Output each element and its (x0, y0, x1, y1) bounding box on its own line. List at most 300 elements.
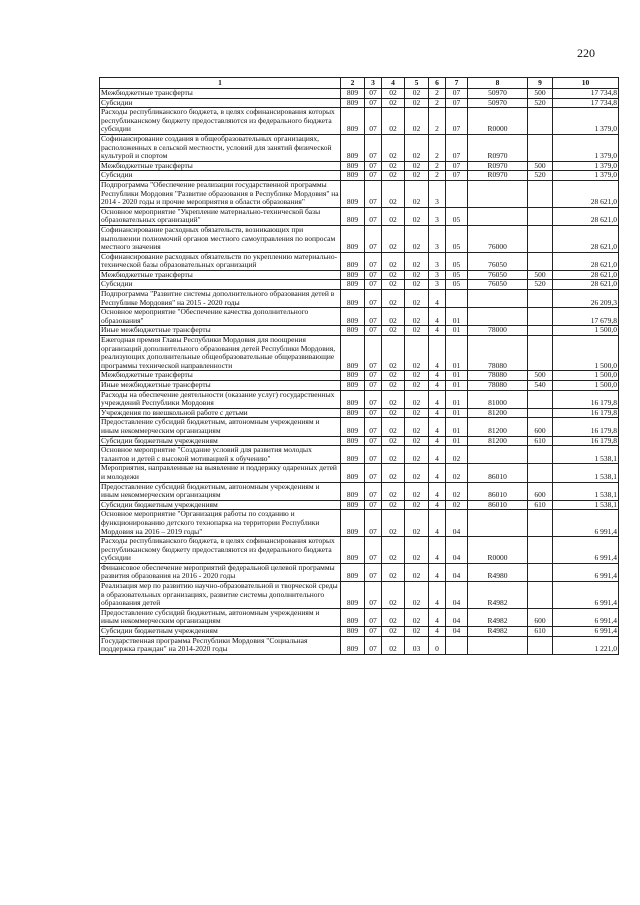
row-vr-cell (528, 537, 553, 564)
row-rz-cell: 07 (365, 207, 382, 225)
row-subprog-cell: 4 (429, 290, 446, 308)
row-subprog-cell: 4 (429, 418, 446, 436)
row-direction-cell: 86010 (468, 500, 528, 510)
row-pr-cell: 02 (382, 563, 405, 581)
table-row (100, 381, 619, 391)
row-vr-cell (528, 563, 553, 581)
row-name-cell: Межбюджетные трансферты (100, 161, 341, 171)
row-subprog-cell: 0 (429, 636, 446, 654)
row-event-cell: 01 (446, 408, 468, 418)
row-name-cell: Расходы на обеспечение деятельности (оказание услуг) государственных учреждений Республики Мордовия (100, 390, 341, 408)
row-rz-cell: 07 (365, 171, 382, 181)
row-prog-cell: 02 (405, 390, 429, 408)
table-row (100, 270, 619, 280)
table-row (100, 252, 619, 270)
row-pr-cell: 02 (382, 608, 405, 626)
row-direction-cell: 78080 (468, 381, 528, 391)
row-direction-cell: R0970 (468, 134, 528, 161)
row-prog-cell: 02 (405, 108, 429, 135)
row-sum-cell: 16 179,8 (553, 418, 619, 436)
row-vr-cell (528, 464, 553, 482)
row-gr-cell: 809 (341, 171, 365, 181)
row-gr-cell: 809 (341, 608, 365, 626)
row-rz-cell: 07 (365, 108, 382, 135)
row-direction-cell: 50970 (468, 89, 528, 99)
row-sum-cell: 1 379,0 (553, 161, 619, 171)
row-sum-cell: 28 621,0 (553, 207, 619, 225)
row-prog-cell: 02 (405, 510, 429, 537)
row-event-cell: 04 (446, 510, 468, 537)
row-direction-cell: 78000 (468, 326, 528, 336)
row-direction-cell: 76050 (468, 252, 528, 270)
table-row (100, 89, 619, 99)
row-event-cell: 01 (446, 336, 468, 371)
row-subprog-cell: 3 (429, 225, 446, 252)
row-name-cell: Субсидии (100, 98, 341, 108)
budget-table (99, 77, 619, 655)
row-vr-cell: 520 (528, 280, 553, 290)
row-subprog-cell: 3 (429, 270, 446, 280)
row-pr-cell: 02 (382, 627, 405, 637)
table-row (100, 390, 619, 408)
row-direction-cell: 86010 (468, 482, 528, 500)
row-direction-cell (468, 308, 528, 326)
row-gr-cell: 809 (341, 89, 365, 99)
row-sum-cell: 6 991,4 (553, 627, 619, 637)
row-rz-cell: 07 (365, 134, 382, 161)
row-subprog-cell: 3 (429, 280, 446, 290)
row-sum-cell: 28 621,0 (553, 252, 619, 270)
row-rz-cell: 07 (365, 436, 382, 446)
row-pr-cell: 02 (382, 636, 405, 654)
row-event-cell: 04 (446, 537, 468, 564)
row-subprog-cell: 4 (429, 482, 446, 500)
row-rz-cell: 07 (365, 537, 382, 564)
row-vr-cell: 500 (528, 371, 553, 381)
row-prog-cell: 02 (405, 326, 429, 336)
row-name-cell: Предоставление субсидий бюджетным, автономным учреждениям и иным некоммерческим организациям (100, 482, 341, 500)
row-subprog-cell: 4 (429, 627, 446, 637)
row-subprog-cell: 4 (429, 408, 446, 418)
row-direction-cell: 76050 (468, 270, 528, 280)
row-name-cell: Учреждения по внешкольной работе с детьми (100, 408, 341, 418)
row-prog-cell: 02 (405, 563, 429, 581)
row-subprog-cell: 3 (429, 180, 446, 207)
row-pr-cell: 02 (382, 171, 405, 181)
row-subprog-cell: 4 (429, 563, 446, 581)
row-direction-cell: R0000 (468, 108, 528, 135)
row-subprog-cell: 4 (429, 390, 446, 408)
row-subprog-cell: 3 (429, 252, 446, 270)
row-name-cell: Субсидии бюджетным учреждениям (100, 436, 341, 446)
table-row (100, 582, 619, 609)
row-pr-cell: 02 (382, 336, 405, 371)
row-gr-cell: 809 (341, 290, 365, 308)
row-event-cell: 05 (446, 225, 468, 252)
row-pr-cell: 02 (382, 225, 405, 252)
row-pr-cell: 02 (382, 436, 405, 446)
row-pr-cell: 02 (382, 390, 405, 408)
row-vr-cell (528, 446, 553, 464)
row-gr-cell: 809 (341, 98, 365, 108)
table-row (100, 161, 619, 171)
row-rz-cell: 07 (365, 482, 382, 500)
table-row (100, 418, 619, 436)
row-rz-cell: 07 (365, 98, 382, 108)
row-vr-cell (528, 108, 553, 135)
row-gr-cell: 809 (341, 134, 365, 161)
row-rz-cell: 07 (365, 161, 382, 171)
page-number: 220 (577, 46, 595, 60)
row-vr-cell: 600 (528, 608, 553, 626)
row-subprog-cell: 4 (429, 464, 446, 482)
row-event-cell: 07 (446, 134, 468, 161)
row-direction-cell: R4982 (468, 608, 528, 626)
row-gr-cell: 809 (341, 500, 365, 510)
row-prog-cell: 02 (405, 134, 429, 161)
row-direction-cell: 81000 (468, 390, 528, 408)
row-name-cell: Расходы республиканского бюджета, в целях софинансирования которых республиканскому бюджету предоставляются из федерального бюджета субсидии (100, 537, 341, 564)
row-gr-cell: 809 (341, 563, 365, 581)
row-event-cell: 01 (446, 418, 468, 436)
row-sum-cell: 1 538,1 (553, 500, 619, 510)
row-prog-cell: 02 (405, 582, 429, 609)
row-pr-cell: 02 (382, 381, 405, 391)
row-name-cell: Софинансирование создания в общеобразовательных организациях, расположенных в сельской местности, условий для занятий физической культурой и спортом (100, 134, 341, 161)
row-name-cell: Реализация мер по развитию научно-образовательной и творческой среды в образовательных организациях, развитие системы дополнительного образования детей (100, 582, 341, 609)
row-event-cell (446, 636, 468, 654)
row-direction-cell: 76000 (468, 225, 528, 252)
row-event-cell: 02 (446, 464, 468, 482)
table-row (100, 290, 619, 308)
row-vr-cell: 520 (528, 98, 553, 108)
header-row (100, 78, 619, 89)
row-gr-cell: 809 (341, 464, 365, 482)
row-rz-cell: 07 (365, 180, 382, 207)
row-direction-cell: R4982 (468, 627, 528, 637)
row-gr-cell: 809 (341, 308, 365, 326)
row-name-cell: Расходы республиканского бюджета, в целях софинансирования которых республиканскому бюджету предоставляются из федерального бюджета субсидии (100, 108, 341, 135)
row-event-cell: 07 (446, 98, 468, 108)
table-row (100, 225, 619, 252)
row-vr-cell: 600 (528, 482, 553, 500)
row-rz-cell: 07 (365, 500, 382, 510)
row-event-cell: 02 (446, 482, 468, 500)
row-vr-cell (528, 390, 553, 408)
row-rz-cell: 07 (365, 582, 382, 609)
row-name-cell: Софинансирование расходных обязательств по укреплению материально-технической базы образовательных организаций (100, 252, 341, 270)
row-gr-cell: 809 (341, 207, 365, 225)
table-row (100, 408, 619, 418)
row-sum-cell: 1 379,0 (553, 134, 619, 161)
row-name-cell: Субсидии бюджетным учреждениям (100, 500, 341, 510)
row-sum-cell: 28 621,0 (553, 280, 619, 290)
row-pr-cell: 02 (382, 280, 405, 290)
row-name-cell: Субсидии (100, 171, 341, 181)
row-sum-cell: 1 538,1 (553, 482, 619, 500)
row-direction-cell: 86010 (468, 464, 528, 482)
col-header: 4 (382, 78, 405, 89)
row-subprog-cell: 4 (429, 500, 446, 510)
row-vr-cell (528, 582, 553, 609)
table-row (100, 608, 619, 626)
row-event-cell: 07 (446, 171, 468, 181)
row-direction-cell (468, 207, 528, 225)
row-name-cell: Предоставление субсидий бюджетным, автономным учреждениям и иным некоммерческим организациям (100, 418, 341, 436)
row-direction-cell (468, 636, 528, 654)
row-event-cell: 04 (446, 627, 468, 637)
row-pr-cell: 02 (382, 464, 405, 482)
row-vr-cell: 500 (528, 161, 553, 171)
table-row (100, 207, 619, 225)
row-subprog-cell: 4 (429, 436, 446, 446)
row-rz-cell: 07 (365, 636, 382, 654)
row-subprog-cell: 4 (429, 326, 446, 336)
row-pr-cell: 02 (382, 270, 405, 280)
row-pr-cell: 02 (382, 108, 405, 135)
row-pr-cell: 02 (382, 98, 405, 108)
row-prog-cell: 02 (405, 371, 429, 381)
row-vr-cell: 610 (528, 436, 553, 446)
row-event-cell: 04 (446, 582, 468, 609)
row-event-cell: 05 (446, 280, 468, 290)
row-sum-cell: 1 379,0 (553, 171, 619, 181)
row-name-cell: Межбюджетные трансферты (100, 371, 341, 381)
row-prog-cell: 02 (405, 252, 429, 270)
row-subprog-cell: 4 (429, 510, 446, 537)
row-gr-cell: 809 (341, 270, 365, 280)
row-gr-cell: 809 (341, 418, 365, 436)
row-gr-cell: 809 (341, 225, 365, 252)
row-gr-cell: 809 (341, 446, 365, 464)
row-pr-cell: 02 (382, 134, 405, 161)
row-pr-cell: 02 (382, 290, 405, 308)
row-direction-cell: 81200 (468, 418, 528, 436)
row-rz-cell: 07 (365, 627, 382, 637)
table-row (100, 108, 619, 135)
row-vr-cell (528, 290, 553, 308)
row-prog-cell: 02 (405, 537, 429, 564)
row-event-cell: 02 (446, 446, 468, 464)
row-prog-cell: 02 (405, 608, 429, 626)
row-direction-cell: R4980 (468, 563, 528, 581)
table-row (100, 436, 619, 446)
row-sum-cell: 1 500,0 (553, 371, 619, 381)
row-subprog-cell: 2 (429, 108, 446, 135)
row-event-cell: 05 (446, 252, 468, 270)
row-direction-cell (468, 446, 528, 464)
row-pr-cell: 02 (382, 408, 405, 418)
row-sum-cell: 1 500,0 (553, 336, 619, 371)
row-prog-cell: 02 (405, 98, 429, 108)
row-event-cell: 05 (446, 207, 468, 225)
row-rz-cell: 07 (365, 308, 382, 326)
row-event-cell: 01 (446, 390, 468, 408)
row-subprog-cell: 2 (429, 171, 446, 181)
row-name-cell: Мероприятия, направленные на выявление и поддержку одаренных детей и молодежи (100, 464, 341, 482)
col-header: 8 (468, 78, 528, 89)
row-pr-cell: 02 (382, 161, 405, 171)
row-prog-cell: 02 (405, 446, 429, 464)
row-prog-cell: 02 (405, 280, 429, 290)
row-subprog-cell: 4 (429, 308, 446, 326)
row-name-cell: Основное мероприятие "Укрепление материально-технической базы образовательных организаций" (100, 207, 341, 225)
row-rz-cell: 07 (365, 280, 382, 290)
row-direction-cell: R0970 (468, 161, 528, 171)
row-sum-cell: 28 621,0 (553, 180, 619, 207)
row-name-cell: Государственная программа Республики Мордовия "Социальная поддержка граждан" на 2014-2020 годы (100, 636, 341, 654)
table-row (100, 98, 619, 108)
col-header: 3 (365, 78, 382, 89)
row-event-cell: 01 (446, 436, 468, 446)
row-name-cell: Иные межбюджетные трансферты (100, 381, 341, 391)
row-subprog-cell: 4 (429, 336, 446, 371)
row-vr-cell (528, 326, 553, 336)
row-name-cell: Основное мероприятие "Организация работы по созданию и функционированию детского технопарка на территории Республики Мордовия на 2016 – 2019 годы" (100, 510, 341, 537)
row-name-cell: Предоставление субсидий бюджетным, автономным учреждениям и иным некоммерческим организациям (100, 608, 341, 626)
table-row (100, 134, 619, 161)
row-direction-cell: 50970 (468, 98, 528, 108)
row-gr-cell: 809 (341, 280, 365, 290)
row-event-cell: 07 (446, 108, 468, 135)
row-subprog-cell: 2 (429, 89, 446, 99)
row-subprog-cell: 3 (429, 207, 446, 225)
row-prog-cell: 02 (405, 627, 429, 637)
row-vr-cell (528, 225, 553, 252)
row-sum-cell: 6 991,4 (553, 510, 619, 537)
row-direction-cell: R0970 (468, 171, 528, 181)
row-sum-cell: 1 221,0 (553, 636, 619, 654)
row-gr-cell: 809 (341, 627, 365, 637)
table-row (100, 636, 619, 654)
row-gr-cell: 809 (341, 582, 365, 609)
row-gr-cell: 809 (341, 390, 365, 408)
row-gr-cell: 809 (341, 336, 365, 371)
row-sum-cell: 6 991,4 (553, 563, 619, 581)
row-rz-cell: 07 (365, 225, 382, 252)
row-prog-cell: 02 (405, 180, 429, 207)
row-subprog-cell: 4 (429, 381, 446, 391)
row-pr-cell: 02 (382, 308, 405, 326)
row-direction-cell (468, 290, 528, 308)
row-prog-cell: 02 (405, 336, 429, 371)
row-sum-cell: 6 991,4 (553, 537, 619, 564)
row-direction-cell: 76050 (468, 280, 528, 290)
row-pr-cell: 02 (382, 207, 405, 225)
row-rz-cell: 07 (365, 608, 382, 626)
row-prog-cell: 02 (405, 500, 429, 510)
row-rz-cell: 07 (365, 89, 382, 99)
row-gr-cell: 809 (341, 482, 365, 500)
row-rz-cell: 07 (365, 371, 382, 381)
row-vr-cell (528, 408, 553, 418)
row-prog-cell: 02 (405, 171, 429, 181)
row-rz-cell: 07 (365, 290, 382, 308)
row-sum-cell: 17 734,8 (553, 89, 619, 99)
row-rz-cell: 07 (365, 270, 382, 280)
row-vr-cell: 610 (528, 627, 553, 637)
row-sum-cell: 17 679,8 (553, 308, 619, 326)
row-vr-cell (528, 510, 553, 537)
row-sum-cell: 16 179,8 (553, 390, 619, 408)
row-pr-cell: 02 (382, 537, 405, 564)
row-pr-cell: 02 (382, 582, 405, 609)
row-pr-cell: 02 (382, 482, 405, 500)
row-event-cell: 01 (446, 326, 468, 336)
row-name-cell: Основное мероприятие "Создание условий для развития молодых талантов и детей с высокой мотивацией к обучению" (100, 446, 341, 464)
row-event-cell (446, 290, 468, 308)
row-gr-cell: 809 (341, 161, 365, 171)
row-direction-cell: 78080 (468, 336, 528, 371)
row-vr-cell (528, 636, 553, 654)
row-gr-cell: 809 (341, 252, 365, 270)
table-row (100, 171, 619, 181)
row-prog-cell: 02 (405, 225, 429, 252)
row-sum-cell: 1 500,0 (553, 326, 619, 336)
table-row (100, 510, 619, 537)
row-subprog-cell: 2 (429, 134, 446, 161)
row-name-cell: Подпрограмма "Развитие системы дополнительного образования детей в Республике Мордовия" на 2015 - 2020 годы (100, 290, 341, 308)
col-header: 7 (446, 78, 468, 89)
row-event-cell (446, 180, 468, 207)
row-rz-cell: 07 (365, 563, 382, 581)
row-direction-cell: R0000 (468, 537, 528, 564)
table-row (100, 336, 619, 371)
row-rz-cell: 07 (365, 252, 382, 270)
row-direction-cell: 81200 (468, 408, 528, 418)
row-pr-cell: 02 (382, 510, 405, 537)
col-header: 9 (528, 78, 553, 89)
row-gr-cell: 809 (341, 436, 365, 446)
row-gr-cell: 809 (341, 108, 365, 135)
row-vr-cell: 610 (528, 500, 553, 510)
col-header: 2 (341, 78, 365, 89)
row-name-cell: Софинансирование расходных обязательств, возникающих при выполнении полномочий органов местного самоуправления по вопросам местного значения (100, 225, 341, 252)
row-subprog-cell: 4 (429, 446, 446, 464)
row-pr-cell: 02 (382, 252, 405, 270)
table-row (100, 371, 619, 381)
row-gr-cell: 809 (341, 371, 365, 381)
row-vr-cell (528, 308, 553, 326)
row-prog-cell: 02 (405, 89, 429, 99)
row-direction-cell (468, 180, 528, 207)
row-prog-cell: 02 (405, 482, 429, 500)
row-subprog-cell: 4 (429, 537, 446, 564)
table-row (100, 500, 619, 510)
row-event-cell: 07 (446, 161, 468, 171)
col-header: 1 (100, 78, 341, 89)
row-sum-cell: 16 179,8 (553, 436, 619, 446)
row-sum-cell: 26 209,3 (553, 290, 619, 308)
table-row (100, 446, 619, 464)
row-event-cell: 02 (446, 500, 468, 510)
row-sum-cell: 28 621,0 (553, 225, 619, 252)
row-gr-cell: 809 (341, 326, 365, 336)
row-event-cell: 04 (446, 608, 468, 626)
row-event-cell: 05 (446, 270, 468, 280)
row-pr-cell: 02 (382, 326, 405, 336)
row-vr-cell (528, 336, 553, 371)
row-sum-cell: 16 179,8 (553, 408, 619, 418)
col-header: 6 (429, 78, 446, 89)
row-event-cell: 04 (446, 563, 468, 581)
row-pr-cell: 02 (382, 418, 405, 436)
table-row (100, 464, 619, 482)
row-vr-cell (528, 134, 553, 161)
row-direction-cell: 81200 (468, 436, 528, 446)
row-direction-cell (468, 510, 528, 537)
row-pr-cell: 02 (382, 500, 405, 510)
